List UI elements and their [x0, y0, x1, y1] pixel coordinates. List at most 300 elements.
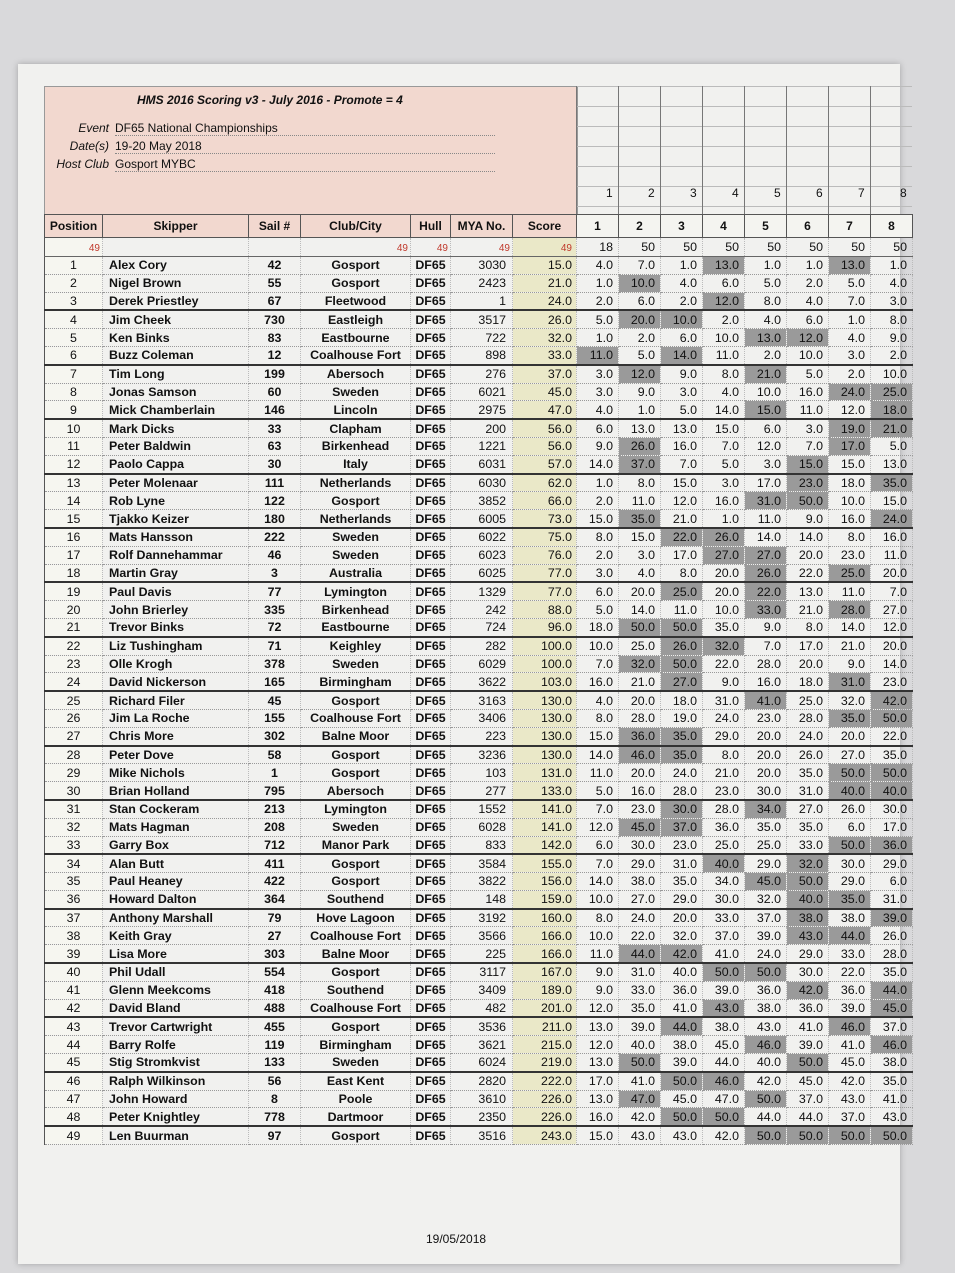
race-result-cell: 10.0: [787, 346, 829, 364]
club-cell: Southend: [301, 890, 411, 908]
race-result-cell: 35.0: [787, 818, 829, 836]
position-cell: 44: [45, 1036, 103, 1054]
race-result-cell: 2.0: [577, 546, 619, 564]
race-result-cell: 44.0: [829, 927, 871, 945]
race-index-label: 4: [732, 186, 739, 200]
race-result-cell: 9.0: [661, 365, 703, 383]
score-cell: 130.0: [513, 746, 577, 764]
sail-cell: 554: [249, 963, 301, 981]
race-result-cell: 35.0: [619, 999, 661, 1017]
club-cell: Sweden: [301, 546, 411, 564]
race-result-cell: 46.0: [703, 1072, 745, 1090]
race-result-cell: 50.0: [661, 1072, 703, 1090]
race-result-cell: 4.0: [661, 274, 703, 292]
sail-cell: 208: [249, 818, 301, 836]
race-result-cell: 41.0: [787, 1017, 829, 1035]
hull-cell: DF65: [411, 257, 451, 275]
entries-race-1: 18: [577, 238, 619, 257]
race-result-cell: 31.0: [661, 854, 703, 872]
position-cell: 36: [45, 890, 103, 908]
race-result-cell: 4.0: [619, 564, 661, 582]
score-cell: 219.0: [513, 1054, 577, 1072]
race-result-cell: 7.0: [787, 437, 829, 455]
race-result-cell: 50.0: [661, 1108, 703, 1126]
club-cell: Lymington: [301, 582, 411, 600]
race-result-cell: 47.0: [619, 1090, 661, 1108]
position-cell: 28: [45, 746, 103, 764]
race-result-cell: 12.0: [829, 401, 871, 419]
race-result-cell: 42.0: [871, 691, 913, 709]
table-row: [45, 673, 913, 691]
race-result-cell: 20.0: [619, 764, 661, 782]
hull-cell: DF65: [411, 709, 451, 727]
race-result-cell: 25.0: [661, 582, 703, 600]
race-result-cell: 10.0: [829, 492, 871, 510]
race-result-cell: 17.0: [871, 818, 913, 836]
mya-cell: 3610: [451, 1090, 513, 1108]
table-row: [45, 637, 913, 655]
entries-race-3: 50: [661, 238, 703, 257]
skipper-cell: Paul Davis: [103, 582, 249, 600]
mya-cell: 3517: [451, 310, 513, 328]
mya-cell: 3621: [451, 1036, 513, 1054]
score-cell: 141.0: [513, 818, 577, 836]
score-cell: 32.0: [513, 329, 577, 347]
race-result-cell: 18.0: [787, 673, 829, 691]
club-cell: Italy: [301, 455, 411, 473]
position-cell: 9: [45, 401, 103, 419]
race-result-cell: 39.0: [661, 1054, 703, 1072]
skipper-cell: Chris More: [103, 727, 249, 745]
race-result-cell: 35.0: [829, 709, 871, 727]
race-result-cell: 50.0: [703, 1108, 745, 1126]
score-cell: 142.0: [513, 836, 577, 854]
table-row: [45, 1017, 913, 1035]
race-result-cell: 37.0: [787, 1090, 829, 1108]
skipper-cell: Mick Chamberlain: [103, 401, 249, 419]
race-result-cell: 34.0: [745, 800, 787, 818]
race-result-cell: 50.0: [787, 1054, 829, 1072]
skipper-cell: Mats Hagman: [103, 818, 249, 836]
sail-cell: 122: [249, 492, 301, 510]
col-race-5: 5: [745, 215, 787, 238]
mya-cell: 6022: [451, 528, 513, 546]
club-cell: Gosport: [301, 873, 411, 891]
table-row: [45, 292, 913, 310]
mya-cell: 276: [451, 365, 513, 383]
race-result-cell: 29.0: [745, 854, 787, 872]
race-result-cell: 17.0: [745, 474, 787, 492]
hull-cell: DF65: [411, 927, 451, 945]
race-result-cell: 1.0: [871, 257, 913, 275]
race-result-cell: 22.0: [787, 564, 829, 582]
hull-cell: DF65: [411, 800, 451, 818]
race-result-cell: 14.0: [577, 873, 619, 891]
race-result-cell: 35.0: [661, 873, 703, 891]
race-result-cell: 28.0: [787, 709, 829, 727]
race-result-cell: 30.0: [871, 800, 913, 818]
sail-cell: 42: [249, 257, 301, 275]
score-cell: 76.0: [513, 546, 577, 564]
skipper-cell: Howard Dalton: [103, 890, 249, 908]
race-result-cell: 4.0: [745, 310, 787, 328]
mya-cell: 833: [451, 836, 513, 854]
club-cell: Coalhouse Fort: [301, 709, 411, 727]
sail-cell: 55: [249, 274, 301, 292]
race-result-cell: 50.0: [871, 1126, 913, 1144]
race-result-cell: 43.0: [871, 1108, 913, 1126]
position-cell: 1: [45, 257, 103, 275]
table-row: [45, 981, 913, 999]
race-result-cell: 26.0: [829, 800, 871, 818]
skipper-cell: Rolf Dannehammar: [103, 546, 249, 564]
table-row: [45, 437, 913, 455]
sail-cell: 778: [249, 1108, 301, 1126]
position-cell: 47: [45, 1090, 103, 1108]
race-index-label: 5: [774, 186, 781, 200]
score-cell: 88.0: [513, 601, 577, 619]
race-result-cell: 38.0: [829, 909, 871, 927]
race-result-cell: 6.0: [661, 329, 703, 347]
race-result-cell: 31.0: [787, 782, 829, 800]
race-result-cell: 8.0: [745, 292, 787, 310]
race-result-cell: 9.0: [577, 963, 619, 981]
race-result-cell: 33.0: [745, 601, 787, 619]
position-count: 49: [88, 243, 100, 254]
race-result-cell: 7.0: [871, 582, 913, 600]
race-result-cell: 39.0: [829, 999, 871, 1017]
race-result-cell: 4.0: [829, 329, 871, 347]
race-result-cell: 38.0: [703, 1017, 745, 1035]
race-result-cell: 29.0: [619, 854, 661, 872]
race-result-cell: 29.0: [703, 727, 745, 745]
skipper-cell: John Howard: [103, 1090, 249, 1108]
position-cell: 26: [45, 709, 103, 727]
race-result-cell: 46.0: [829, 1017, 871, 1035]
race-result-cell: 21.0: [787, 601, 829, 619]
race-grid-header: [576, 86, 912, 214]
race-result-cell: 2.0: [619, 329, 661, 347]
score-cell: 189.0: [513, 981, 577, 999]
race-result-cell: 10.0: [661, 310, 703, 328]
race-result-cell: 7.0: [619, 257, 661, 275]
col-race-1: 1: [577, 215, 619, 238]
column-header-row: [45, 215, 913, 238]
position-cell: 37: [45, 909, 103, 927]
race-result-cell: 35.0: [871, 963, 913, 981]
table-row: [45, 365, 913, 383]
race-result-cell: 12.0: [619, 365, 661, 383]
score-cell: 159.0: [513, 890, 577, 908]
club-cell: Gosport: [301, 492, 411, 510]
race-result-cell: 5.0: [829, 274, 871, 292]
table-row: [45, 927, 913, 945]
skipper-cell: Barry Rolfe: [103, 1036, 249, 1054]
race-result-cell: 44.0: [619, 945, 661, 963]
club-cell: Coalhouse Fort: [301, 999, 411, 1017]
race-result-cell: 40.0: [661, 963, 703, 981]
table-row: [45, 492, 913, 510]
race-result-cell: 10.0: [577, 927, 619, 945]
race-result-cell: 41.0: [829, 1036, 871, 1054]
table-row: [45, 1090, 913, 1108]
print-date: 19/05/2018: [426, 1232, 487, 1246]
position-cell: 30: [45, 782, 103, 800]
table-row: [45, 709, 913, 727]
race-result-cell: 20.0: [871, 637, 913, 655]
race-result-cell: 33.0: [829, 945, 871, 963]
race-result-cell: 50.0: [661, 618, 703, 636]
score-cell: 24.0: [513, 292, 577, 310]
table-row: [45, 274, 913, 292]
race-result-cell: 15.0: [577, 727, 619, 745]
club-cell: Gosport: [301, 746, 411, 764]
club-cell: Gosport: [301, 1126, 411, 1144]
club-cell: Abersoch: [301, 782, 411, 800]
race-result-cell: 20.0: [745, 746, 787, 764]
race-result-cell: 3.0: [787, 419, 829, 437]
race-result-cell: 27.0: [871, 601, 913, 619]
mya-cell: 6029: [451, 655, 513, 673]
race-result-cell: 5.0: [703, 455, 745, 473]
race-index-label: 6: [816, 186, 823, 200]
mya-cell: 223: [451, 727, 513, 745]
race-result-cell: 36.0: [829, 981, 871, 999]
hull-cell: DF65: [411, 528, 451, 546]
race-result-cell: 35.0: [871, 474, 913, 492]
mya-cell: 3822: [451, 873, 513, 891]
event-label: Event: [78, 121, 109, 135]
race-result-cell: 50.0: [871, 764, 913, 782]
race-result-cell: 13.0: [661, 419, 703, 437]
race-result-cell: 10.0: [703, 329, 745, 347]
race-result-cell: 15.0: [871, 492, 913, 510]
col-race-6: 6: [787, 215, 829, 238]
race-result-cell: 40.0: [787, 890, 829, 908]
race-result-cell: 2.0: [703, 310, 745, 328]
sail-cell: 712: [249, 836, 301, 854]
mya-count: 49: [498, 243, 510, 254]
mya-cell: 722: [451, 329, 513, 347]
score-cell: 66.0: [513, 492, 577, 510]
skipper-cell: Martin Gray: [103, 564, 249, 582]
race-result-cell: 9.0: [829, 655, 871, 673]
race-result-cell: 46.0: [871, 1036, 913, 1054]
sail-cell: 302: [249, 727, 301, 745]
skipper-cell: Peter Knightley: [103, 1108, 249, 1126]
race-result-cell: 16.0: [661, 437, 703, 455]
hull-cell: DF65: [411, 383, 451, 401]
skipper-cell: Mike Nichols: [103, 764, 249, 782]
skipper-cell: Liz Tushingham: [103, 637, 249, 655]
race-result-cell: 12.0: [871, 618, 913, 636]
skipper-cell: David Nickerson: [103, 673, 249, 691]
col-sail: Sail #: [249, 215, 301, 238]
score-cell: 156.0: [513, 873, 577, 891]
race-result-cell: 36.0: [871, 836, 913, 854]
position-cell: 40: [45, 963, 103, 981]
race-result-cell: 1.0: [745, 257, 787, 275]
table-row: [45, 945, 913, 963]
race-result-cell: 20.0: [703, 582, 745, 600]
skipper-cell: David Bland: [103, 999, 249, 1017]
table-row: [45, 1072, 913, 1090]
club-cell: Sweden: [301, 1054, 411, 1072]
score-cell: 211.0: [513, 1017, 577, 1035]
race-result-cell: 34.0: [703, 873, 745, 891]
race-result-cell: 35.0: [619, 510, 661, 528]
mya-cell: 6025: [451, 564, 513, 582]
mya-cell: 103: [451, 764, 513, 782]
race-result-cell: 42.0: [829, 1072, 871, 1090]
race-result-cell: 15.0: [577, 1126, 619, 1144]
skipper-cell: Nigel Brown: [103, 274, 249, 292]
position-cell: 21: [45, 618, 103, 636]
club-cell: Netherlands: [301, 510, 411, 528]
score-cell: 73.0: [513, 510, 577, 528]
race-result-cell: 50.0: [787, 1126, 829, 1144]
race-result-cell: 26.0: [871, 927, 913, 945]
race-result-cell: 44.0: [703, 1054, 745, 1072]
hull-cell: DF65: [411, 945, 451, 963]
position-cell: 17: [45, 546, 103, 564]
race-result-cell: 11.0: [577, 945, 619, 963]
table-row: [45, 582, 913, 600]
race-result-cell: 37.0: [829, 1108, 871, 1126]
mya-cell: 898: [451, 346, 513, 364]
race-result-cell: 33.0: [619, 981, 661, 999]
sail-cell: 411: [249, 854, 301, 872]
race-result-cell: 32.0: [703, 637, 745, 655]
race-result-cell: 11.0: [745, 510, 787, 528]
mya-cell: 3584: [451, 854, 513, 872]
race-result-cell: 33.0: [787, 836, 829, 854]
position-cell: 29: [45, 764, 103, 782]
position-cell: 14: [45, 492, 103, 510]
race-result-cell: 5.0: [871, 437, 913, 455]
skipper-cell: Ken Binks: [103, 329, 249, 347]
skipper-cell: Garry Box: [103, 836, 249, 854]
race-result-cell: 21.0: [703, 764, 745, 782]
sail-cell: 63: [249, 437, 301, 455]
race-result-cell: 11.0: [661, 601, 703, 619]
race-result-cell: 24.0: [661, 764, 703, 782]
race-result-cell: 16.0: [745, 673, 787, 691]
table-row: [45, 401, 913, 419]
club-cell: Eastbourne: [301, 329, 411, 347]
mya-cell: 1552: [451, 800, 513, 818]
table-row: [45, 546, 913, 564]
race-result-cell: 27.0: [619, 890, 661, 908]
race-result-cell: 7.0: [577, 800, 619, 818]
score-cell: 96.0: [513, 618, 577, 636]
race-result-cell: 1.0: [577, 274, 619, 292]
sail-cell: 46: [249, 546, 301, 564]
club-cell: Gosport: [301, 274, 411, 292]
skipper-cell: Jonas Samson: [103, 383, 249, 401]
skipper-cell: Anthony Marshall: [103, 909, 249, 927]
score-cell: 37.0: [513, 365, 577, 383]
race-result-cell: 21.0: [745, 365, 787, 383]
sail-cell: 303: [249, 945, 301, 963]
race-result-cell: 50.0: [829, 764, 871, 782]
position-cell: 19: [45, 582, 103, 600]
table-row: [45, 836, 913, 854]
race-result-cell: 50.0: [661, 655, 703, 673]
race-result-cell: 2.0: [871, 346, 913, 364]
race-result-cell: 8.0: [703, 746, 745, 764]
race-result-cell: 15.0: [787, 455, 829, 473]
mya-cell: 724: [451, 618, 513, 636]
hull-cell: DF65: [411, 1126, 451, 1144]
race-result-cell: 13.0: [577, 1090, 619, 1108]
hull-cell: DF65: [411, 510, 451, 528]
race-result-cell: 30.0: [787, 963, 829, 981]
race-result-cell: 28.0: [619, 709, 661, 727]
sail-cell: 795: [249, 782, 301, 800]
race-result-cell: 3.0: [619, 546, 661, 564]
race-result-cell: 14.0: [703, 401, 745, 419]
race-result-cell: 50.0: [619, 618, 661, 636]
hull-cell: DF65: [411, 1108, 451, 1126]
race-result-cell: 24.0: [871, 510, 913, 528]
table-row: [45, 1036, 913, 1054]
sail-cell: 488: [249, 999, 301, 1017]
col-position: Position: [45, 215, 103, 238]
club-cell: Birkenhead: [301, 601, 411, 619]
col-race-4: 4: [703, 215, 745, 238]
race-result-cell: 24.0: [745, 945, 787, 963]
club-cell: Fleetwood: [301, 292, 411, 310]
skipper-cell: Jim La Roche: [103, 709, 249, 727]
race-result-cell: 9.0: [787, 510, 829, 528]
race-result-cell: 23.0: [787, 474, 829, 492]
race-result-cell: 32.0: [829, 691, 871, 709]
mya-cell: 225: [451, 945, 513, 963]
skipper-cell: Richard Filer: [103, 691, 249, 709]
race-result-cell: 24.0: [829, 383, 871, 401]
race-result-cell: 8.0: [661, 564, 703, 582]
score-cell: 130.0: [513, 691, 577, 709]
race-result-cell: 13.0: [619, 419, 661, 437]
race-result-cell: 2.0: [661, 292, 703, 310]
hull-cell: DF65: [411, 292, 451, 310]
hull-cell: DF65: [411, 1054, 451, 1072]
race-result-cell: 18.0: [661, 691, 703, 709]
race-result-cell: 35.0: [829, 890, 871, 908]
event-value: DF65 National Championships: [115, 121, 495, 136]
race-result-cell: 1.0: [661, 257, 703, 275]
position-cell: 48: [45, 1108, 103, 1126]
position-cell: 45: [45, 1054, 103, 1072]
race-result-cell: 12.0: [661, 492, 703, 510]
race-result-cell: 35.0: [787, 764, 829, 782]
race-result-cell: 29.0: [829, 873, 871, 891]
position-cell: 5: [45, 329, 103, 347]
race-result-cell: 39.0: [787, 1036, 829, 1054]
skipper-cell: Paul Heaney: [103, 873, 249, 891]
mya-cell: 6028: [451, 818, 513, 836]
race-result-cell: 7.0: [577, 655, 619, 673]
race-result-cell: 23.0: [619, 800, 661, 818]
race-result-cell: 16.0: [829, 510, 871, 528]
race-result-cell: 50.0: [829, 1126, 871, 1144]
race-result-cell: 5.0: [745, 274, 787, 292]
score-cell: 166.0: [513, 927, 577, 945]
skipper-cell: Trevor Cartwright: [103, 1017, 249, 1035]
club-cell: Coalhouse Fort: [301, 927, 411, 945]
race-result-cell: 39.0: [871, 909, 913, 927]
